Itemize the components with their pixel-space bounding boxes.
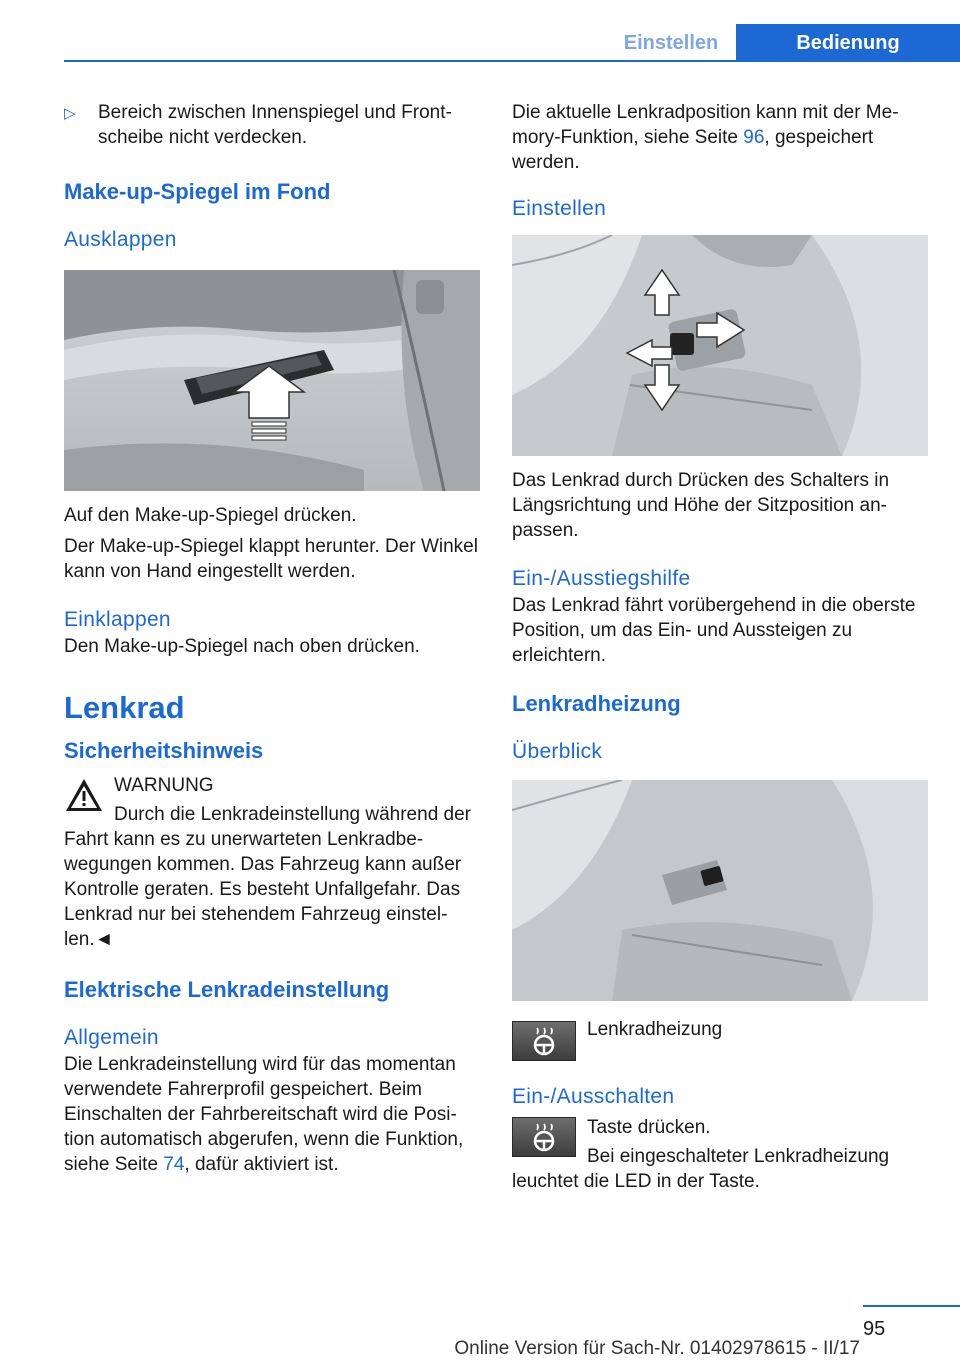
- heading-einstellen: Einstellen: [512, 197, 607, 220]
- triangle-bullet-icon: ▷: [64, 105, 76, 122]
- bullet-text: Bereich zwischen Innenspiegel und Frontscheibe nicht verdecken.: [98, 102, 452, 148]
- text-memory: [512, 100, 928, 175]
- text-druecken: Auf den Make-up-Spiegel drücken.: [64, 505, 357, 526]
- heading-lenkrad: Lenkrad: [64, 690, 185, 725]
- steering-heating-photo: [512, 780, 928, 1001]
- text-einstellen: Das Lenkrad durch Drücken des Schalters in Längsrichtung und Höhe der Sitzposition anpassen.: [512, 470, 890, 541]
- steering-heat-button-icon: [512, 1021, 576, 1061]
- heading-einklappen: Einklappen: [64, 608, 171, 631]
- heading-elektrische-lenkradeinstellung: Elektrische Lenkradeinstellung: [64, 977, 390, 1002]
- warning-triangle-icon: [64, 777, 104, 813]
- link-seite-96[interactable]: 96: [743, 127, 765, 148]
- makeup-mirror-photo: [64, 270, 480, 491]
- text-einklappen: Den Make-up-Spiegel nach oben drücken.: [64, 636, 420, 657]
- text-memory-post: , gespeichert werden.: [512, 127, 874, 173]
- heading-ein-ausstiegshilfe: Ein-/Ausstiegshilfe: [512, 567, 691, 590]
- heading-allgemein: Allgemein: [64, 1026, 159, 1049]
- heading-ein-ausschalten: Ein-/Ausschalten: [512, 1085, 675, 1108]
- icon-caption-lenkradheizung: Lenkradheizung: [587, 1019, 723, 1040]
- header-tab-einstellen[interactable]: Einstellen: [623, 31, 719, 54]
- heading-ueberblick: Überblick: [512, 740, 603, 763]
- text-led: Bei eingeschalteter Lenkradheizung leuchtet die LED in der Taste.: [512, 1146, 890, 1192]
- right-column: [512, 100, 928, 1200]
- text-ein-ausstiegshilfe: Das Lenkrad fährt vorübergehend in die oberste Position, um das Ein- und Aussteigen zu erleichtern.: [512, 595, 916, 666]
- heading-sicherheitshinweis: Sicherheitshinweis: [64, 738, 264, 763]
- steering-heat-button-icon-2: [512, 1117, 576, 1157]
- text-allgemein-post: , dafür aktiviert ist.: [184, 1154, 339, 1175]
- header-tab-bedienung[interactable]: Bedienung: [736, 24, 960, 62]
- text-taste-druecken: Taste drücken.: [587, 1117, 711, 1138]
- warning-text: Durch die Lenkradeinstellung während der Fahrt kann es zu unerwarteten Lenkradbewegungen kommen. Das Fahrzeug kann außer Kontrolle geraten. Es besteht Unfallgefahr. Das Lenkrad nur bei stehendem Fahrzeug einstellen.◄: [64, 804, 472, 950]
- header-rule: [64, 60, 960, 62]
- link-seite-74[interactable]: 74: [163, 1154, 185, 1175]
- text-allgemein: [64, 1052, 480, 1177]
- heading-ausklappen: Ausklappen: [64, 228, 177, 251]
- footer-online-version: Online Version für Sach-Nr. 01402978615 - II/17: [454, 1338, 860, 1359]
- heating-icon-row: [512, 1017, 928, 1073]
- heading-makeup-spiegel: Make-up-Spiegel im Fond: [64, 179, 331, 204]
- text-allgemein-pre: Die Lenkradeinstellung wird für das momentan verwendete Fahrerprofil gespeichert. Beim Einschalten der Fahrbereitschaft wird die Position automatisch abgerufen, wenn die Funktion, siehe Seite: [64, 1054, 464, 1175]
- warning-block: [64, 773, 480, 952]
- heading-lenkradheizung: Lenkradheizung: [512, 691, 681, 716]
- bullet-item: [64, 100, 480, 150]
- text-klappt-herunter: Der Make-up-Spiegel klappt herunter. Der Winkel kann von Hand eingestellt werden.: [64, 536, 478, 582]
- footer-rule: [863, 1305, 960, 1307]
- left-column: [64, 100, 480, 1183]
- text-memory-pre: Die aktuelle Lenkradposition kann mit der Memory-Funktion, siehe Seite: [512, 102, 899, 148]
- warning-title: WARNUNG: [114, 775, 214, 796]
- page-number: 95: [863, 1318, 886, 1340]
- steering-adjust-photo: [512, 235, 928, 456]
- switch-instructions: [512, 1115, 928, 1194]
